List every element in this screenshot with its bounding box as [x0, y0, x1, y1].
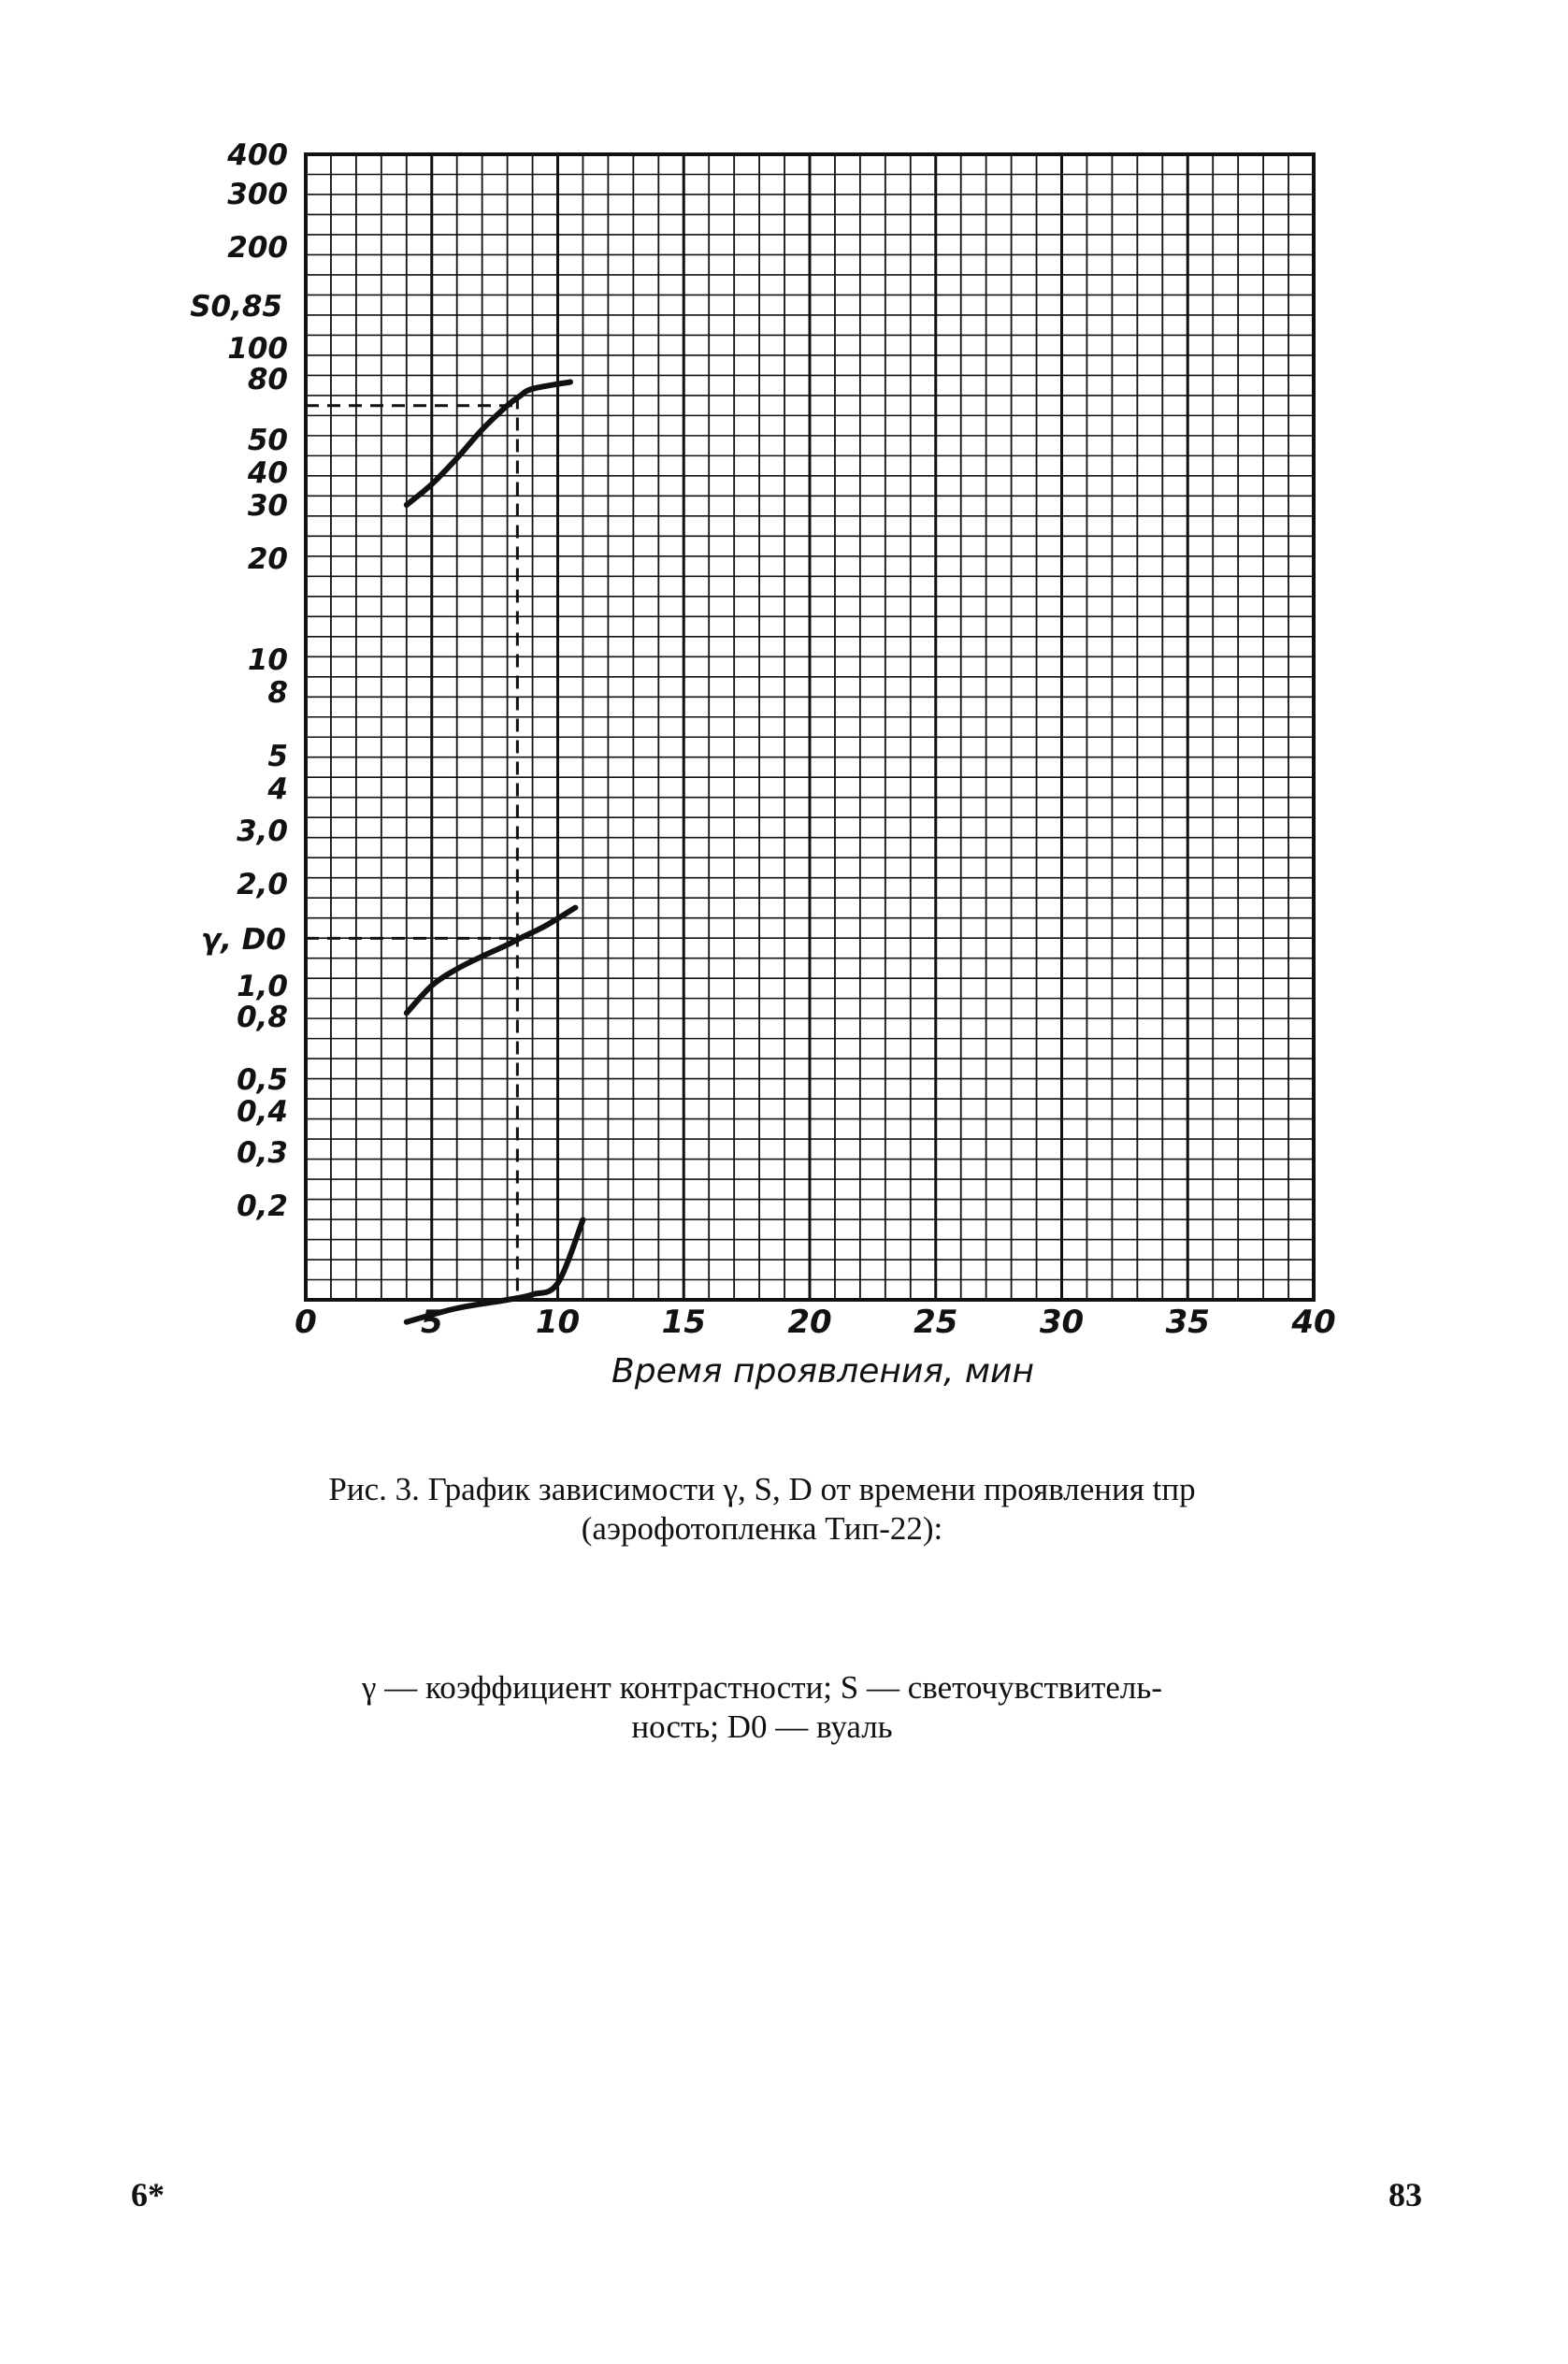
reference-lines [306, 396, 517, 1300]
x-tick-label: 0 [295, 1304, 317, 1341]
legend-line-1: γ — коэффициент контрастности; S — светочувствитель- [362, 1669, 1162, 1706]
y-tick-label: 2,0 [237, 868, 288, 901]
caption-line-2: (аэрофотопленка Тип-22): [581, 1510, 943, 1547]
y-tick-label: 8 [267, 676, 288, 710]
x-tick-label: 20 [787, 1304, 832, 1341]
x-tick-label: 30 [1039, 1304, 1085, 1341]
figure-legend [234, 1668, 1290, 1747]
y-axis-title-lower: γ, D0 [201, 923, 286, 957]
x-tick-label: 35 [1165, 1304, 1210, 1341]
y-tick-label: 20 [247, 542, 288, 576]
y-tick-label: 10 [247, 643, 288, 677]
y-tick-label: 300 [227, 178, 288, 211]
y-tick-label: 200 [227, 231, 288, 265]
x-tick-label: 5 [420, 1304, 443, 1341]
figure-caption [234, 1470, 1290, 1549]
y-tick-label: 50 [247, 424, 288, 457]
y-tick-label: 400 [227, 138, 288, 172]
x-tick-label: 40 [1291, 1304, 1336, 1341]
y-tick-label: 100 [227, 332, 288, 366]
x-tick-label: 15 [661, 1304, 706, 1341]
y-tick-label: 0,5 [237, 1063, 288, 1097]
y-tick-label: 80 [247, 363, 288, 396]
left-folio: 6* [131, 2176, 165, 2213]
x-axis-label: Время проявления, мин [611, 1352, 1034, 1391]
caption-line-1: Рис. 3. График зависимости γ, S, D от времени проявления tпр [328, 1471, 1196, 1507]
y-tick-label: 0,8 [237, 1001, 288, 1034]
y-tick-label: 0,2 [237, 1189, 288, 1223]
page-number: 83 [1388, 2176, 1422, 2213]
y-tick-label: 1,0 [237, 970, 288, 1003]
x-tick-label: 25 [913, 1304, 958, 1341]
y-tick-label: 4 [267, 772, 288, 806]
chart-grid [306, 154, 1314, 1300]
y-tick-label: 3,0 [237, 814, 288, 848]
y-tick-label: 40 [247, 456, 288, 490]
legend-line-2: ность; D0 — вуаль [631, 1708, 893, 1745]
y-tick-label: 0,4 [237, 1095, 288, 1129]
y-tick-label: 0,3 [237, 1136, 288, 1170]
y-axis-title-upper: S0,85 [190, 290, 282, 324]
y-tick-label: 5 [267, 740, 288, 773]
y-tick-label: 30 [247, 489, 288, 523]
x-tick-label: 10 [535, 1304, 581, 1341]
